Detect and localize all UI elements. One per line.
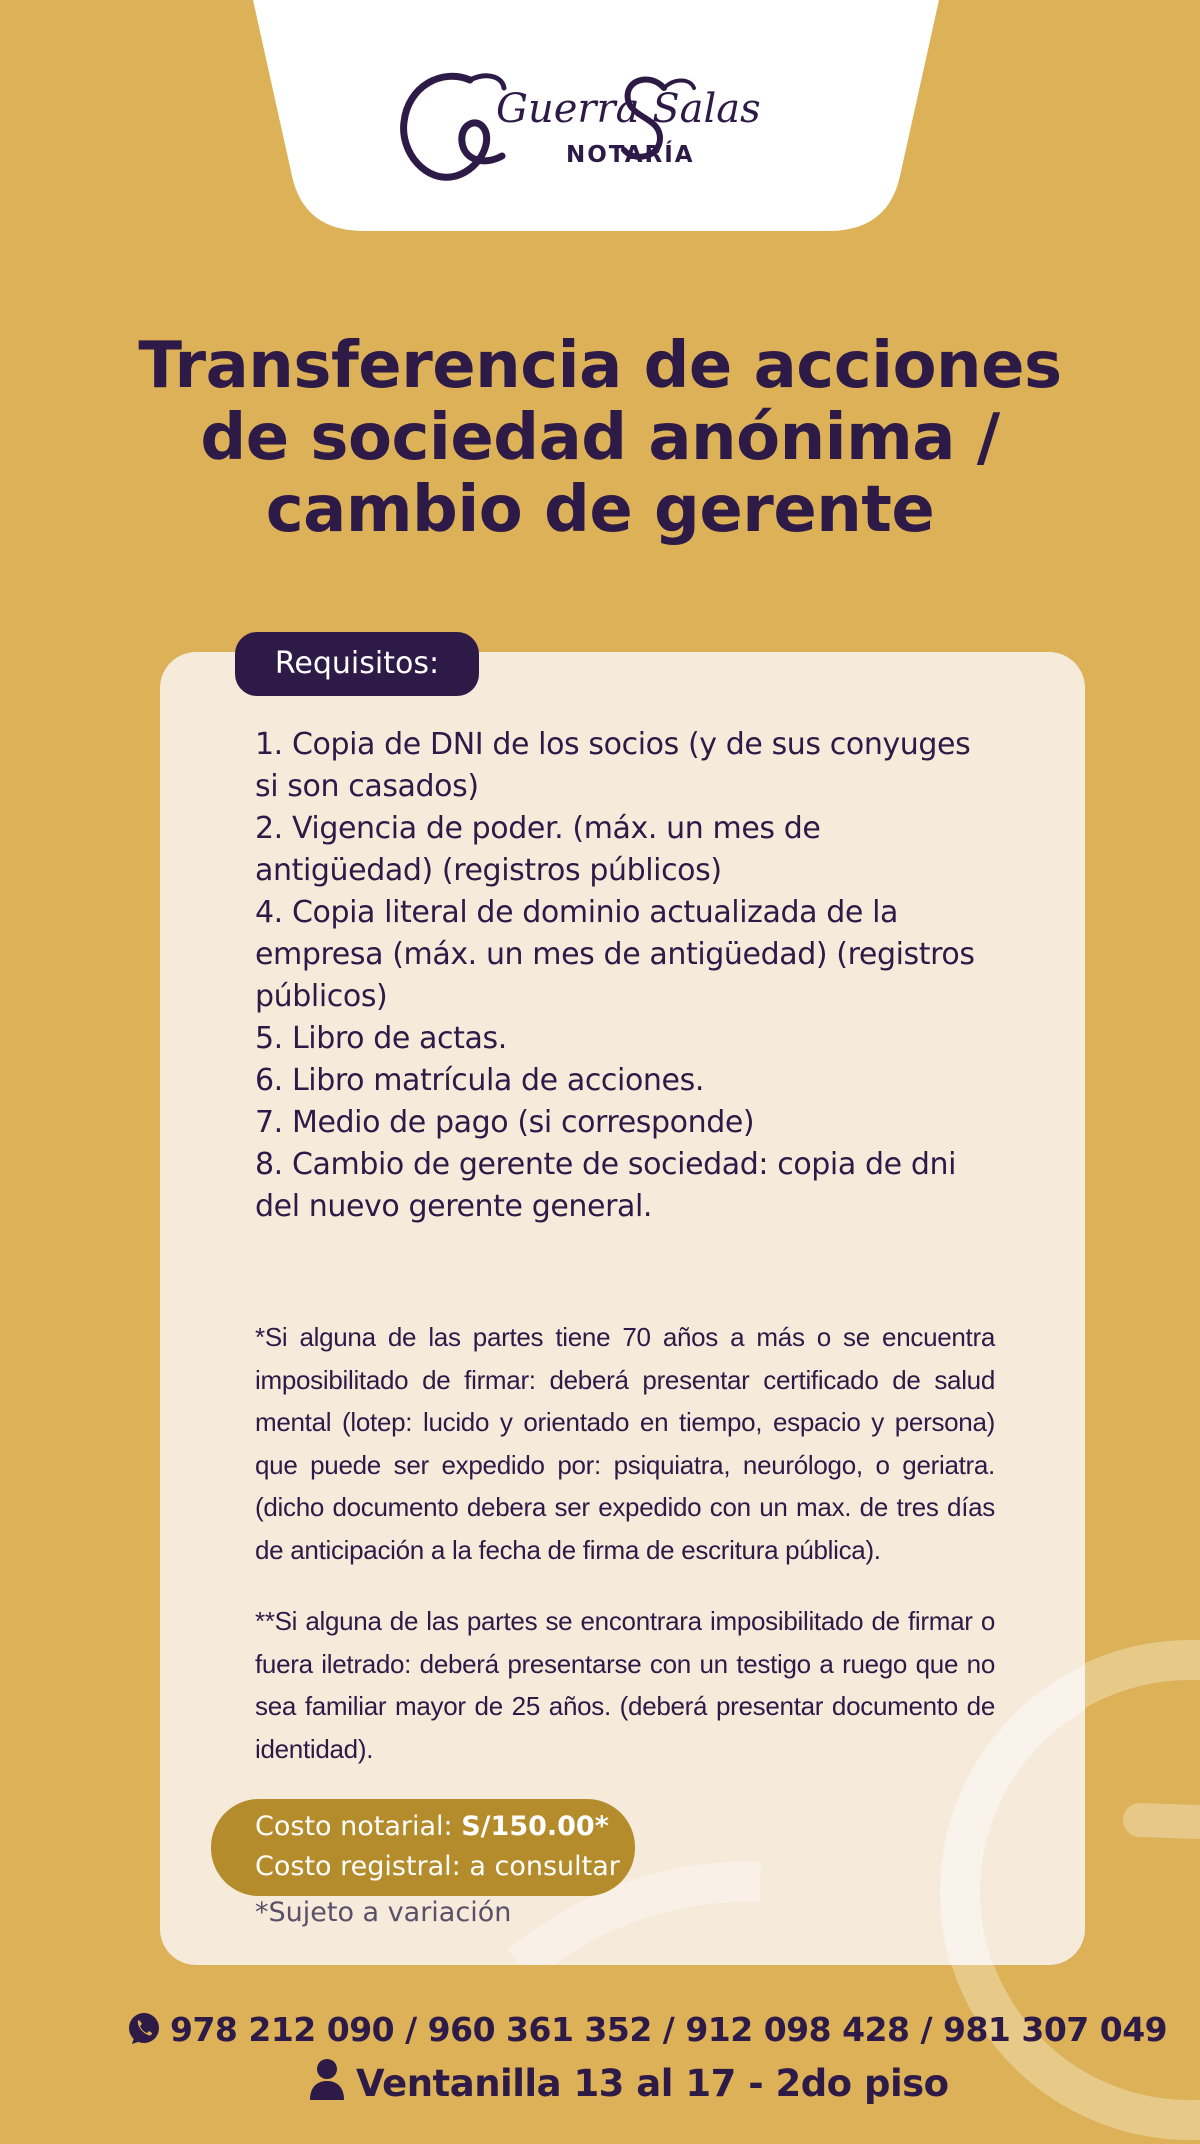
title-line-2: de sociedad anónima /	[200, 401, 1000, 475]
person-icon	[308, 2058, 346, 2100]
registral-cost-label: Costo registral:	[255, 1851, 470, 1882]
title-line-3: cambio de gerente	[265, 473, 935, 547]
requirements-list	[255, 724, 995, 1228]
variation-note: *Sujeto a variación	[255, 1897, 512, 1928]
requirement-item: 2. Vigencia de poder. (máx. un mes de antigüedad) (registros públicos)	[255, 811, 821, 888]
notarial-cost-label: Costo notarial:	[255, 1811, 462, 1842]
notarial-cost	[255, 1807, 609, 1847]
requirement-item: 6. Libro matrícula de acciones.	[255, 1063, 704, 1098]
requirements-label: Requisitos:	[235, 632, 479, 696]
location-text: Ventanilla 13 al 17 - 2do piso	[356, 2062, 949, 2105]
location	[308, 2058, 949, 2110]
witness-note: **Si alguna de las partes se encontrara imposibilitado de firmar o fuera iletrado: deberá presentarse con un testigo a ruego que no sea familiar mayor de 25 años. (deberá presentar documento de identidad).	[255, 1606, 995, 1764]
logo-script	[398, 66, 808, 186]
requirement-item: 4. Copia literal de dominio actualizada de la empresa (máx. un mes de antigüedad) (registros públicos)	[255, 895, 975, 1014]
whatsapp-icon	[126, 2011, 162, 2047]
requirement-item: 7. Medio de pago (si corresponde)	[255, 1105, 755, 1140]
logo-text: Guerra Salas	[496, 86, 761, 132]
requirement-item: 8. Cambio de gerente de sociedad: copia de dni del nuevo gerente general.	[255, 1147, 957, 1224]
requirement-item: 1. Copia de DNI de los socios (y de sus conyuges si son casados)	[255, 727, 971, 804]
phone-numbers-text: 978 212 090 / 960 361 352 / 912 098 428 / 981 307 049	[170, 2010, 1168, 2049]
age-note: *Si alguna de las partes tiene 70 años a más o se encuentra imposibilitado de firmar: deberá presentar certificado de salud mental (lotep: lucido y orientado en tiempo, espacio y persona) que puede ser expedido por: psiquiatra, neurólogo, o geriatra. (dicho documento debera ser expedido con un max. de tres días de anticipación a la fecha de firma de escritura pública).	[255, 1322, 995, 1565]
page-title	[100, 330, 1100, 546]
title-line-1: Transferencia de acciones	[138, 329, 1062, 403]
registral-cost	[255, 1847, 620, 1887]
notarial-cost-value: S/150.00*	[461, 1811, 609, 1842]
requirement-item: 5. Libro de actas.	[255, 1021, 507, 1056]
cost-pill	[211, 1799, 635, 1896]
registral-cost-value: a consultar	[469, 1851, 620, 1882]
phone-numbers	[126, 2008, 1168, 2052]
logo-subtitle: NOTARÍA	[566, 142, 695, 168]
notaria-logo	[398, 66, 808, 196]
